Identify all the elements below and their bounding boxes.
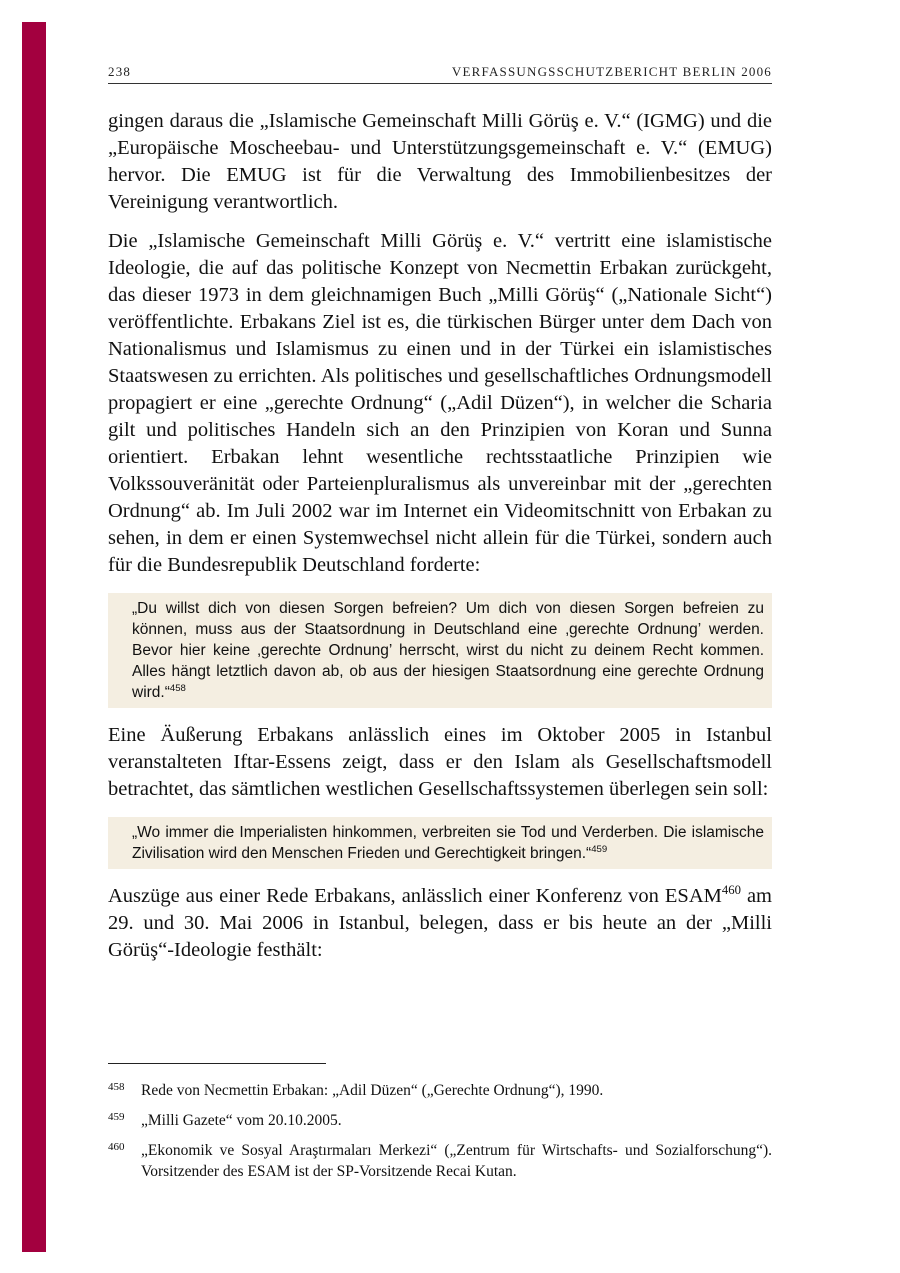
- footnote-number: 459: [108, 1111, 125, 1123]
- main-text: [108, 108, 772, 964]
- paragraph: [108, 883, 772, 964]
- header-rule: [108, 83, 772, 84]
- page-header: [108, 64, 772, 82]
- running-title: VERFASSUNGSSCHUTZBERICHT BERLIN 2006: [451, 64, 772, 79]
- footnote-rule: [108, 1063, 326, 1064]
- paragraph: gingen daraus die „Islamische Gemeinschaft Milli Görüş e. V.“ (IGMG) und die „Europäische Moscheebau- und Unterstützungsgemeinschaft e. V.“ (EMUG) hervor. Die EMUG ist für die Verwaltung des Immobilienbesitzes der Vereinigung verantwortlich.: [108, 110, 772, 213]
- footnote: [108, 1080, 772, 1101]
- page-number: 238: [108, 64, 132, 79]
- footnote-ref[interactable]: 458: [169, 682, 186, 694]
- quote-text: „Wo immer die Imperialisten hinkommen, verbreiten sie Tod und Verderben. Die islamische Zivilisation wird den Menschen Frieden und Gerechtigkeit bringen.“: [132, 824, 764, 862]
- footnote-ref[interactable]: 460: [721, 883, 741, 898]
- paragraph-text: Auszüge aus einer Rede Erbakans, anlässlich einer Konferenz von ESAM: [108, 885, 722, 907]
- paragraph-text: am 29. und 30. Mai 2006 in Istanbul, belegen, dass er bis heute an der „Milli Görüş“-Ideologie festhält:: [108, 885, 772, 961]
- quote-text: „Du willst dich von diesen Sorgen befreien? Um dich von diesen Sorgen befreien zu können, muss aus der Staatsordnung in Deutschland eine ‚gerechte Ordnung’ werden. Bevor hier keine ‚gerechte Ordnung’ herrscht, wirst du nicht zu deinem Recht kommen. Alles hängt letztlich davon ab, ob aus der hiesigen Staatsordnung eine gerechte Ordnung wird.“: [132, 600, 764, 701]
- footnote-text: Rede von Necmettin Erbakan: „Adil Düzen“ („Gerechte Ordnung“), 1990.: [141, 1082, 604, 1099]
- footnote: [108, 1140, 772, 1182]
- footnote: [108, 1110, 772, 1131]
- footnote-text: „Ekonomik ve Sosyal Araştırmaları Merkezi“ („Zentrum für Wirtschafts- und Sozialforschung“). Vorsitzender des ESAM ist der SP-Vorsitzende Recai Kutan.: [141, 1142, 772, 1180]
- footnote-number: 458: [108, 1081, 125, 1093]
- side-color-bar: [22, 22, 46, 1252]
- paragraph: Die „Islamische Gemeinschaft Milli Görüş e. V.“ vertritt eine islamistische Ideologie, die auf das politische Konzept von Necmettin Erbakan zurückgeht, das dieser 1973 in dem gleichnamigen Buch „Milli Görüş“ („Nationale Sicht“) veröffentlichte. Erbakans Ziel ist es, die türkischen Bürger unter dem Dach von Nationalismus und Islamismus zu einen und in der Türkei ein islamistisches Staatswesen zu errichten. Als politisches und gesellschaftliches Ordnungsmodell propagiert er eine „gerechte Ordnung“ („Adil Düzen“), in welcher die Scharia gilt und politisches Handeln sich an den Prinzipien von Koran und Sunna orientiert. Erbakan lehnt wesentliche rechtsstaatliche Prinzipien wie Volkssouveränität oder Parteienpluralismus als unvereinbar mit der „gerechten Ordnung“ ab. Im Juli 2002 war im Internet ein Videomitschnitt von Erbakan zu sehen, in dem er einen Systemwechsel nicht allein für die Türkei, sondern auch für die Bundesrepublik Deutschland forderte:: [108, 230, 772, 576]
- footnote-ref[interactable]: 459: [591, 843, 608, 855]
- footnote-number: 460: [108, 1141, 125, 1153]
- block-quote: [108, 593, 772, 708]
- block-quote: [108, 817, 772, 869]
- footnote-text: „Milli Gazete“ vom 20.10.2005.: [141, 1112, 342, 1129]
- footnotes: [108, 1080, 772, 1191]
- paragraph: Eine Äußerung Erbakans anlässlich eines im Oktober 2005 in Istanbul veranstalteten Iftar-Essens zeigt, dass er den Islam als Gesellschaftsmodell betrachtet, das sämtlichen westlichen Gesellschaftssystemen überlegen sein soll:: [108, 724, 772, 800]
